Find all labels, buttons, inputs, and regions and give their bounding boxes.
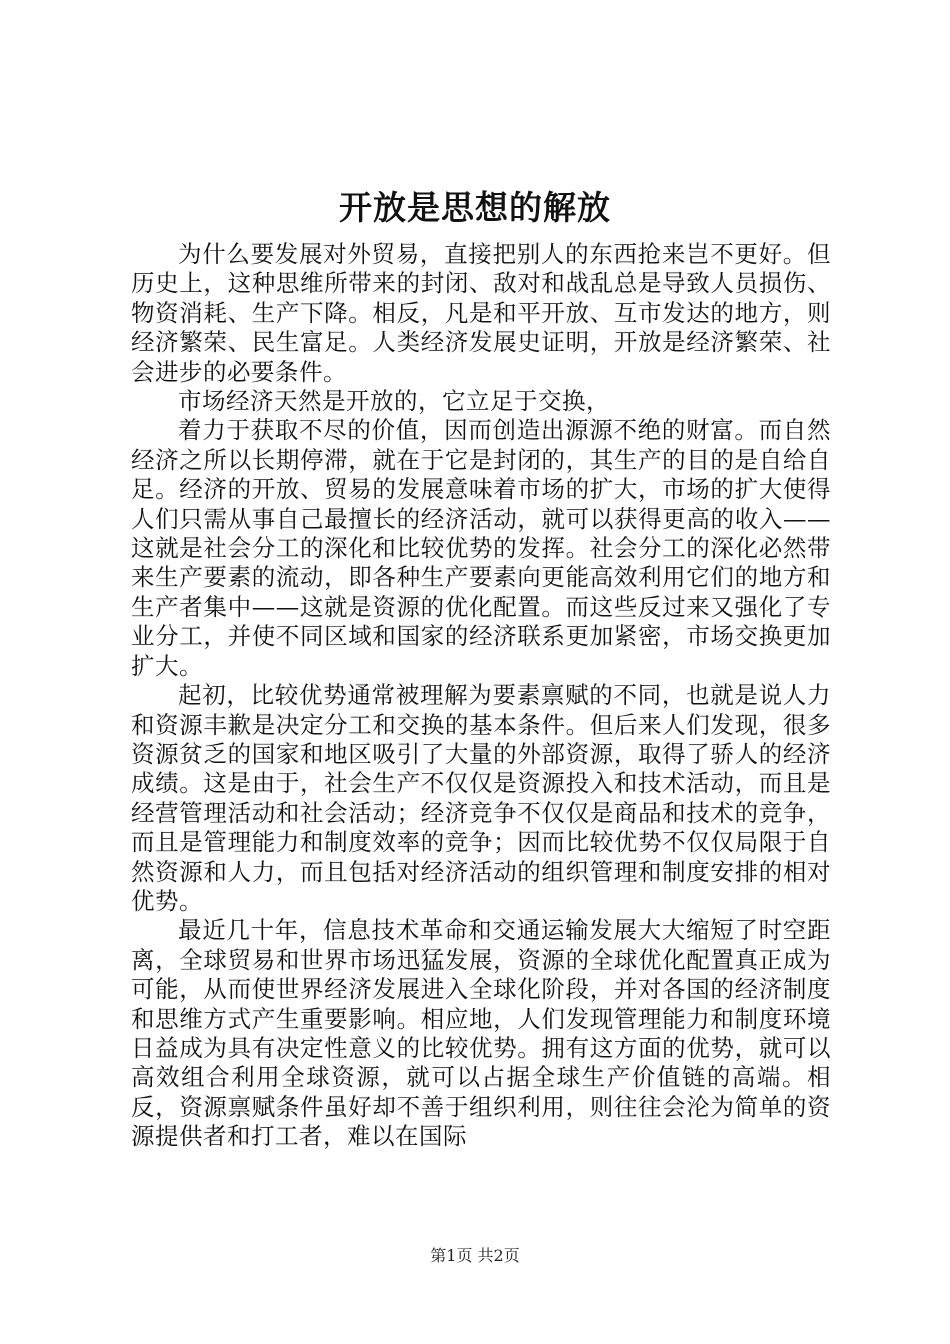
paragraph: 市场经济天然是开放的，它立足于交换， bbox=[178, 387, 610, 416]
paragraph: 着力于获取不尽的价值，因而创造出源源不绝的财富。而自然经济之所以长期停滞，就在于它是封闭的，其生产的目的是自给自足。经济的开放、贸易的发展意味着市场的扩大，市场的扩大使得人们只需从事自己最擅长的经济活动，就可以获得更高的收入——这就是社会分工的深化和比较优势的发挥。社会分工的深化必然带来生产要素的流动，即各种生产要素向更能高效利用它们的地方和生产者集中——这就是资源的优化配置。而这些反过来又强化了专业分工，并使不同区域和国家的经济联系更加紧密，市场交换更加扩大。 bbox=[131, 416, 831, 680]
document-title: 开放是思想的解放 bbox=[339, 188, 611, 227]
paragraph: 为什么要发展对外贸易，直接把别人的东西抢来岂不更好。但历史上，这种思维所带来的封闭、敌对和战乱总是导致人员损伤、物资消耗、生产下降。相反，凡是和平开放、互市发达的地方，则经济繁荣、民生富足。人类经济发展史证明，开放是经济繁荣、社会进步的必要条件。 bbox=[131, 240, 831, 386]
paragraph: 起初，比较优势通常被理解为要素禀赋的不同，也就是说人力和资源丰歉是决定分工和交换的基本条件。但后来人们发现，很多资源贫乏的国家和地区吸引了大量的外部资源，取得了骄人的经济成绩。这是由于，社会生产不仅仅是资源投入和技术活动，而且是经营管理活动和社会活动；经济竞争不仅仅是商品和技术的竞争，而且是管理能力和制度效率的竞争；因而比较优势不仅仅局限于自然资源和人力，而且包括对经济活动的组织管理和制度安排的相对优势。 bbox=[131, 681, 831, 915]
page-number-footer: 第1页 共2页 bbox=[430, 1246, 520, 1265]
document-body bbox=[131, 240, 831, 1152]
paragraph: 最近几十年，信息技术革命和交通运输发展大大缩短了时空距离，全球贸易和世界市场迅猛发展，资源的全球优化配置真正成为可能，从而使世界经济发展进入全球化阶段，并对各国的经济制度和思维方式产生重要影响。相应地，人们发现管理能力和制度环境日益成为具有决定性意义的比较优势。拥有这方面的优势，就可以高效组合利用全球资源，就可以占据全球生产价值链的高端。相反，资源禀赋条件虽好却不善于组织利用，则往往会沦为简单的资源提供者和打工者，难以在国际 bbox=[131, 916, 831, 1151]
